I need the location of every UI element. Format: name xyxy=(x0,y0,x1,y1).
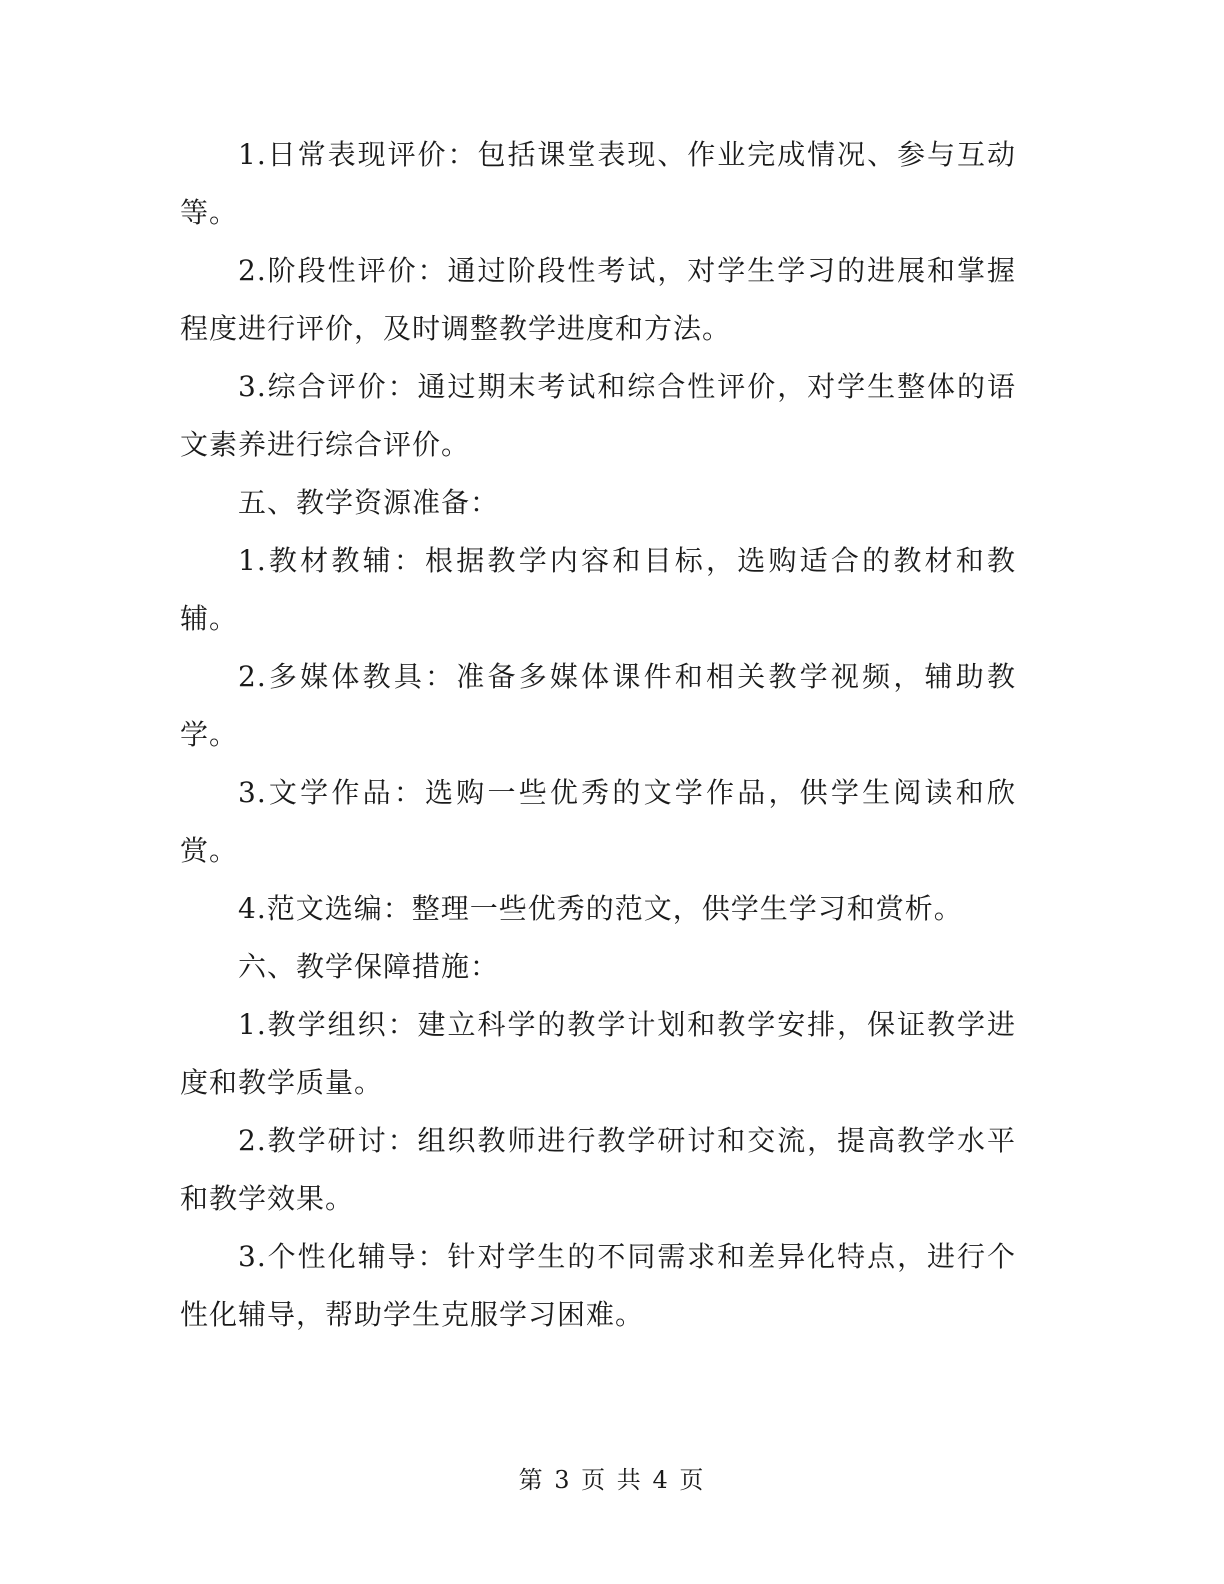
section-heading-resources: 五、教学资源准备： xyxy=(238,486,500,519)
paragraph-comprehensive-evaluation: 3.综合评价：通过期末考试和综合性评价，对学生整体的语文素养进行综合评价。 xyxy=(180,370,1016,461)
paragraph-individual-tutoring: 3.个性化辅导：针对学生的不同需求和差异化特点，进行个性化辅导，帮助学生克服学习困难。 xyxy=(180,1240,1016,1331)
paragraph-multimedia: 2.多媒体教具：准备多媒体课件和相关教学视频，辅助教学。 xyxy=(180,660,1016,751)
page-number-footer: 第 3 页 共 4 页 xyxy=(518,1466,706,1494)
paragraph-daily-evaluation: 1.日常表现评价：包括课堂表现、作业完成情况、参与互动等。 xyxy=(180,138,1016,229)
paragraph-teaching-research: 2.教学研讨：组织教师进行教学研讨和交流，提高教学水平和教学效果。 xyxy=(180,1124,1016,1215)
paragraph-stage-evaluation: 2.阶段性评价：通过阶段性考试，对学生学习的进展和掌握程度进行评价，及时调整教学进度和方法。 xyxy=(180,254,1016,345)
paragraph-teaching-organization: 1.教学组织：建立科学的教学计划和教学安排，保证教学进度和教学质量。 xyxy=(180,1008,1016,1099)
paragraph-textbooks: 1.教材教辅：根据教学内容和目标，选购适合的教材和教辅。 xyxy=(180,544,1016,635)
paragraph-literary-works: 3.文学作品：选购一些优秀的文学作品，供学生阅读和欣赏。 xyxy=(180,776,1016,867)
paragraph-model-essays: 4.范文选编：整理一些优秀的范文，供学生学习和赏析。 xyxy=(238,892,963,925)
section-heading-safeguards: 六、教学保障措施： xyxy=(238,950,500,983)
document-body xyxy=(180,126,1016,1344)
